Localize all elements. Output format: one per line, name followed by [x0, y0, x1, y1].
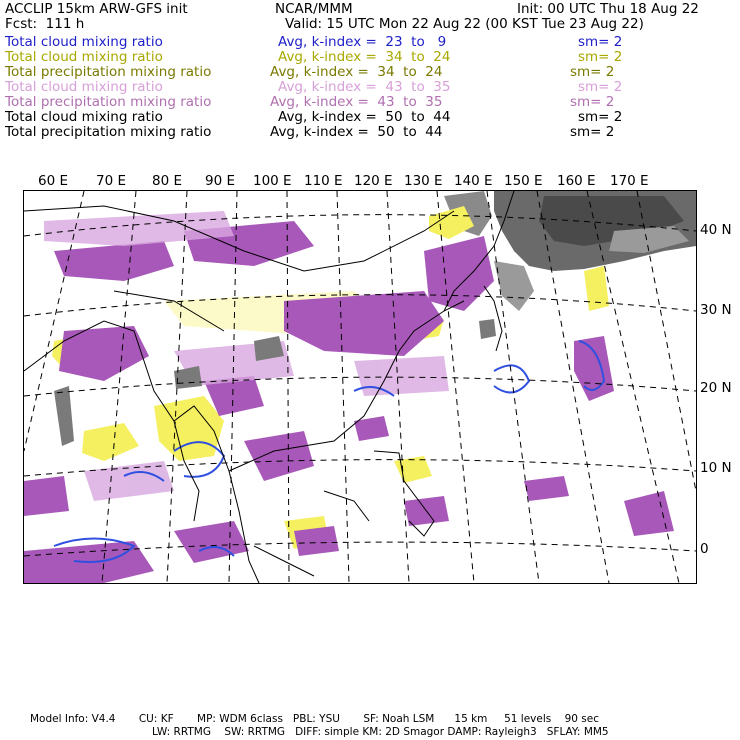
lat-label: 10 N: [700, 460, 732, 476]
forecast-hour: Fcst: 111 h: [5, 16, 85, 32]
legend-stat: Avg, k-index = 34 to 24: [278, 49, 451, 65]
lat-label: 0: [700, 541, 709, 557]
lat-label: 20 N: [700, 380, 732, 396]
lon-label: 160 E: [557, 173, 596, 189]
legend-field: Total precipitation mixing ratio: [5, 64, 212, 80]
valid-time: Valid: 15 UTC Mon 22 Aug 22 (00 KST Tue 23 Aug 22): [285, 16, 644, 32]
legend-stat: Avg, k-index = 23 to 9: [278, 34, 447, 50]
center-name: NCAR/MMM: [275, 1, 353, 17]
lat-label: 30 N: [700, 302, 732, 318]
legend-sm: sm= 2: [578, 49, 623, 65]
map-panel: [23, 190, 697, 584]
legend-stat: Avg, k-index = 34 to 24: [270, 64, 443, 80]
legend-sm: sm= 2: [578, 109, 623, 125]
model-info-line2: LW: RRTMG SW: RRTMG DIFF: simple KM: 2D Smagor DAMP: Rayleigh3 SFLAY: MM5: [152, 726, 609, 738]
legend-field: Total cloud mixing ratio: [5, 49, 163, 65]
legend-sm: sm= 2: [578, 34, 623, 50]
legend-field: Total precipitation mixing ratio: [5, 124, 212, 140]
lon-label: 90 E: [205, 173, 235, 189]
legend-stat: Avg, k-index = 50 to 44: [270, 124, 443, 140]
legend-field: Total cloud mixing ratio: [5, 79, 163, 95]
legend-field: Total precipitation mixing ratio: [5, 94, 212, 110]
lon-label: 170 E: [610, 173, 649, 189]
legend-stat: Avg, k-index = 43 to 35: [278, 79, 451, 95]
lat-label: 40 N: [700, 222, 732, 238]
lon-label: 60 E: [38, 173, 68, 189]
map-canvas: [24, 191, 696, 583]
legend-stat: Avg, k-index = 43 to 35: [270, 94, 443, 110]
legend-sm: sm= 2: [578, 79, 623, 95]
legend-sm: sm= 2: [570, 124, 615, 140]
map-title: ACCLIP 15km ARW-GFS init: [5, 1, 188, 17]
lon-label: 120 E: [354, 173, 393, 189]
legend-sm: sm= 2: [570, 64, 615, 80]
model-info-line1: Model Info: V4.4 CU: KF MP: WDM 6class PBL: YSU SF: Noah LSM 15 km 51 levels 90 sec: [30, 713, 599, 725]
legend-stat: Avg, k-index = 50 to 44: [278, 109, 451, 125]
upper-cloud-purple: [24, 221, 674, 583]
legend-field: Total cloud mixing ratio: [5, 109, 163, 125]
lon-label: 140 E: [454, 173, 493, 189]
lon-label: 80 E: [152, 173, 182, 189]
lon-label: 150 E: [504, 173, 543, 189]
lon-label: 70 E: [96, 173, 126, 189]
legend-field: Total cloud mixing ratio: [5, 34, 163, 50]
init-time: Init: 00 UTC Thu 18 Aug 22: [517, 1, 699, 17]
legend-sm: sm= 2: [570, 94, 615, 110]
lon-label: 130 E: [404, 173, 443, 189]
lon-label: 110 E: [304, 173, 343, 189]
lon-label: 100 E: [253, 173, 292, 189]
